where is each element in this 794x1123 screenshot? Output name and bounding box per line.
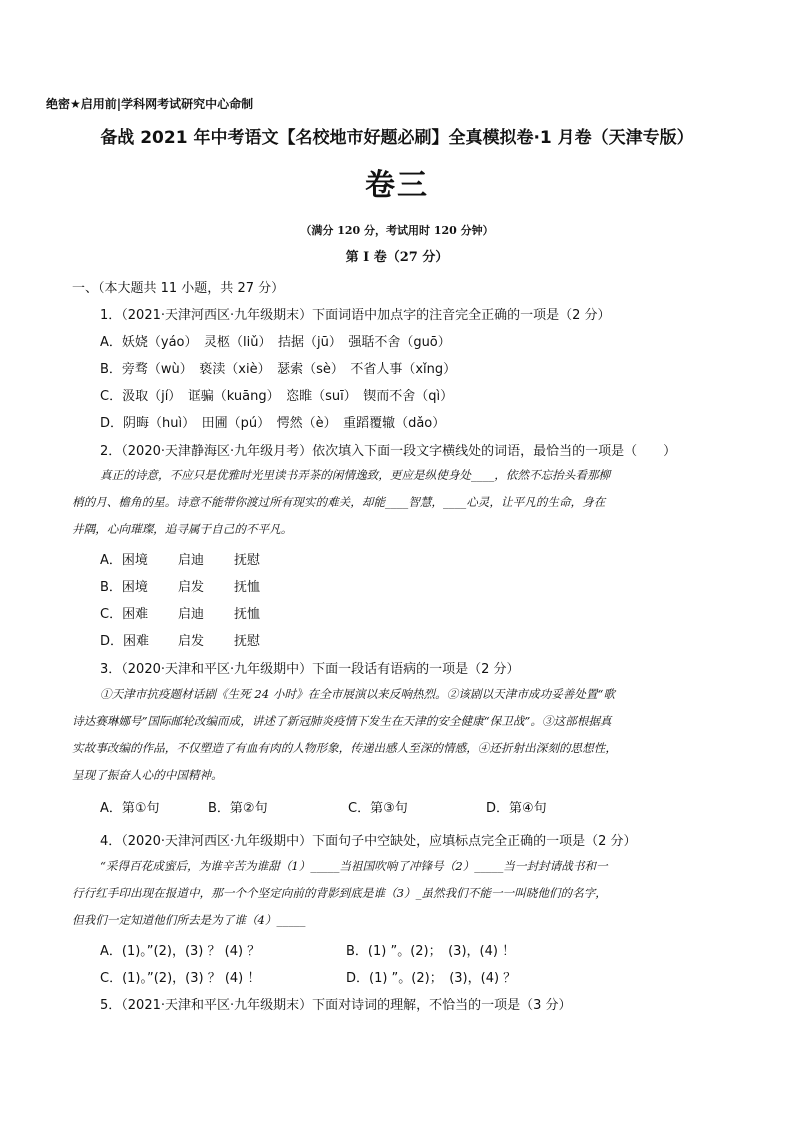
confidential-label: 绝密★启用前|学科网考试研究中心命制: [46, 97, 254, 111]
question-1-stem: 1．（2021·天津河西区·九年级期末）下面词语中加点字的注音完全正确的一项是（2 分）: [100, 308, 611, 323]
option-word: 启迪: [178, 607, 205, 622]
question-4-passage-line: “采得百花成蜜后，为谁辛苦为谁甜（1）_____当祖国吹响了冲锋号（2）_____当一封封请战书和一: [100, 859, 608, 873]
section-heading: 一、（本大题共 11 小题，共 27 分）: [72, 281, 285, 296]
question-4-option-b: B．(1) ”。(2)； (3)，(4) ！: [346, 944, 516, 959]
option-word: C．困难: [100, 607, 149, 622]
score-note: （满分 120 分，考试用时 120 分钟）: [300, 224, 494, 237]
question-2-passage-line: 梢的月、檐角的星。诗意不能带你渡过所有现实的难关，却能____智慧，____心灵，让平凡的生命，身在: [72, 495, 606, 509]
question-4-stem: 4．（2020·天津河西区·九年级期中）下面句子中空缺处，应填标点完全正确的一项是（2 分）: [100, 834, 637, 849]
question-4-option-c: C．(1)。”(2)，(3) ？ (4) ！: [100, 971, 261, 986]
question-2-option-b: [100, 576, 260, 595]
question-3-passage-line: 实故事改编的作品，不仅塑造了有血有肉的人物形象，传递出感人至深的情感，④还折射出深刻的思想性，: [72, 741, 617, 755]
question-3-stem: 3．（2020·天津和平区·九年级期中）下面一段话有语病的一项是（2 分）: [100, 662, 520, 677]
question-4-option-a: A．(1)。”(2)，(3) ？ (4) ？: [100, 944, 261, 959]
option-word: 抚慰: [234, 634, 261, 649]
question-5-stem: 5．（2021·天津和平区·九年级期末）下面对诗词的理解，不恰当的一项是（3 分）: [100, 998, 572, 1013]
question-3-option-d: D．第④句: [486, 801, 547, 816]
option-word: 抚恤: [234, 607, 261, 622]
option-word: 启发: [178, 580, 205, 595]
option-word: 抚慰: [234, 553, 261, 568]
part-heading: 第 I 卷（27 分）: [345, 250, 449, 265]
question-2-stem: 2．（2020·天津静海区·九年级月考）依次填入下面一段文字横线处的词语，最恰当的一项是（ ）: [100, 444, 677, 459]
question-1-option-c: C．汲取（jí） 诓骗（kuāng） 恣睢（suī） 锲而不舍（qì）: [100, 389, 454, 404]
question-1-option-b: B．旁骛（wù） 亵渎（xiè） 瑟索（sè） 不省人事（xǐng）: [100, 362, 457, 377]
option-word: D．困难: [100, 634, 150, 649]
question-1-option-d: D．阴晦（huì） 田圃（pú） 愕然（è） 重蹈覆辙（dǎo）: [100, 416, 446, 431]
question-2-option-d: [100, 630, 260, 649]
question-3-option-c: C．第③句: [348, 801, 408, 816]
question-3-passage-line: 诗达赛琳娜号”国际邮轮改编而成，讲述了新冠肺炎疫情下发生在天津的安全健康“保卫战”。③这部根据真: [72, 714, 612, 728]
question-4-passage-line: 行行红手印出现在报道中，那一个个坚定向前的背影到底是谁（3）_虽然我们不能一一叫晓他们的名字，: [72, 886, 607, 900]
question-2-passage-line: 真正的诗意，不应只是优雅时光里读书弄茶的闲情逸致，更应是纵使身处____，依然不忘抬头看那柳: [100, 468, 611, 482]
question-3-option-b: B．第②句: [208, 801, 268, 816]
question-4-passage-line: 但我们一定知道他们所去是为了谁（4）_____: [72, 913, 306, 927]
option-word: 抚恤: [234, 580, 261, 595]
question-4-options-row-2: [100, 967, 516, 986]
paper-subtitle: 卷三: [365, 168, 429, 203]
question-3-option-a: A．第①句: [100, 801, 160, 816]
question-4-options-row-1: [100, 940, 515, 959]
question-3-passage-line: ①天津市抗疫题材话剧《生死 24 小时》在全市展演以来反响热烈。②该剧以天津市成功妥善处置“歌: [100, 687, 615, 701]
question-2-passage-line: 井隅，心向璀璨，追寻属于自己的不平凡。: [72, 522, 293, 536]
question-2-option-a: [100, 549, 260, 568]
question-4-option-d: D．(1) ”。(2)； (3)，(4) ？: [346, 971, 517, 986]
question-3-passage-line: 呈现了振奋人心的中国精神。: [72, 768, 223, 782]
option-word: 启迪: [178, 553, 205, 568]
option-word: B．困境: [100, 580, 148, 595]
question-3-options: [100, 797, 547, 816]
question-2-option-c: [100, 603, 260, 622]
option-word: A．困境: [100, 553, 148, 568]
option-word: 启发: [178, 634, 205, 649]
page-title: 备战 2021 年中考语文【名校地市好题必刷】全真模拟卷·1 月卷（天津专版）: [100, 128, 694, 148]
question-1-option-a: A．妖娆（yáo） 灵柩（liǔ） 拮据（jū） 强聒不舍（guō）: [100, 335, 451, 350]
